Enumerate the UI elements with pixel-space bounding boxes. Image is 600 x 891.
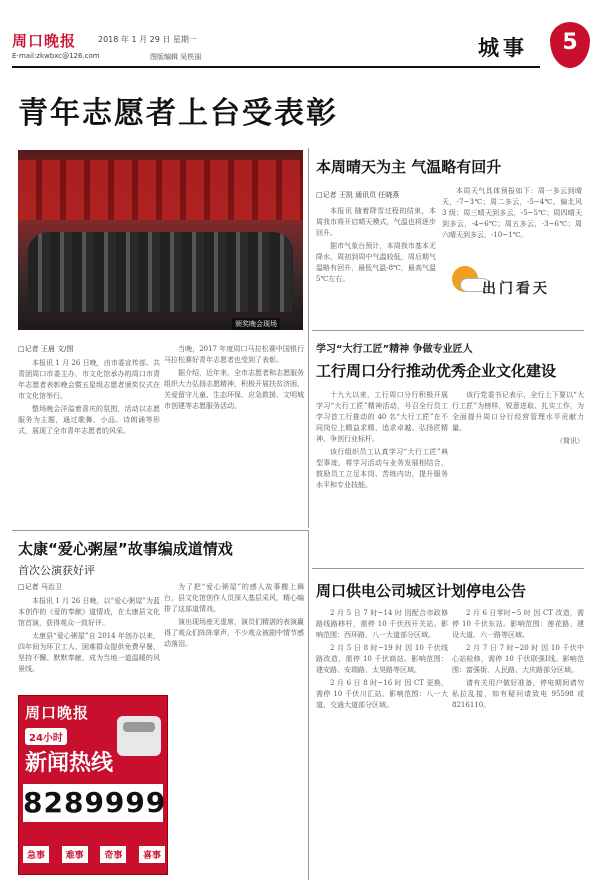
drama-subhead: 首次公演获好评: [18, 564, 95, 577]
culture-para: 该行党委书记表示，全行上下要以“大行工匠”为榜样，锐意进取、扎实工作，为全面提升周口分行经营管理水平贡献力量。: [452, 391, 584, 432]
ad-hotline-number: 8289999: [23, 784, 163, 822]
weather-graphic: [442, 260, 582, 308]
drama-body-col1: [18, 596, 160, 677]
section-rule: [12, 530, 308, 531]
culture-body-col2: [452, 390, 584, 449]
power-notice: 请有关用户做好准备，停电期间请勿私拉乱接，如有疑问请致电 95598 或 8216110。: [452, 679, 584, 709]
power-item: 2 月 5 日 7 时~14 时 因配合市政修路线路移杆，需停 10 千伏西开关站。影响范围：西环路、八一大道部分区域。: [316, 609, 448, 639]
drama-para: 太康县“爱心粥屋”自 2014 年创办以来，四年间为环卫工人、困难群众提供免费早餐，坚持不懈、默默奉献，成为当地一道温暖的风景线。: [18, 632, 160, 673]
weather-body-col1: [316, 206, 436, 287]
drama-para: 演出现场座无虚席，演员们精湛的表演赢得了观众们阵阵掌声，不少观众被剧中情节感动落泪。: [164, 618, 304, 648]
masthead-email[interactable]: E-mail:zkwbxc@126.com: [12, 52, 100, 60]
section-title: 城事: [478, 35, 528, 60]
drama-headline: 太康“爱心粥屋”故事编成道情戏: [18, 540, 233, 558]
photo-caption: 颁奖晚会现场: [232, 318, 280, 330]
drama-byline: □记者 马治卫: [18, 583, 62, 591]
ad-logo: 周口晚报: [25, 704, 90, 722]
lead-byline: □记者 王晨 文/图: [18, 345, 74, 353]
drama-para: 本报讯 1 月 26 日晚，以“爱心粥屋”为蓝本创作的《爱的奉献》道情戏，在太康县文化馆首演，获得观众一致好评。: [18, 597, 160, 627]
weather-para: 本周天气具体预报如下：周一多云到晴天，-7~3℃；周二多云，-5~4℃，偏北风 3 级；周三晴天到多云，-5~5℃；周四晴天到多云，-4~6℃；周五多云，-3~6℃；周六晴天到多云，-10~1℃。: [442, 187, 582, 239]
lead-para: 据介绍，近年来，全市志愿者和志愿服务组织大力弘扬志愿精神，积极开展扶贫济困、关爱留守儿童、生态环保、应急救援、文明城市创建等志愿服务活动。: [164, 369, 304, 410]
lead-photo: [18, 150, 303, 330]
masthead-rule: [12, 66, 540, 68]
ad-tag: 奇事: [100, 846, 126, 863]
power-item: 2 月 6 日零时~5 时 因 CT 改造，需停 10 千伏东站。影响范围：莲花路、建设大道、六一路等区域。: [452, 609, 584, 639]
telephone-icon: [117, 716, 161, 756]
power-item: 2 月 6 日 8 时~16 时 因 CT 更换，需停 10 千伏川汇站。影响范围：八一大道、交通大道部分区域。: [316, 679, 448, 709]
photo-backdrop: [18, 160, 303, 220]
lead-body-col2: [164, 344, 304, 414]
section-rule: [312, 568, 584, 569]
masthead-logo: 周口晚报: [12, 32, 77, 50]
culture-body-col1: [316, 390, 448, 493]
lead-para: 当晚，2017 年度周口马拉松赛中国银行马拉松赛好青年志愿者也受到了表彰。: [164, 345, 304, 364]
ad-hotline-label: 新闻热线: [25, 751, 114, 776]
culture-headline: 工行周口分行推动优秀企业文化建设: [316, 362, 557, 380]
section-rule: [312, 330, 584, 331]
power-headline: 周口供电公司城区计划停电公告: [316, 582, 527, 600]
ad-tag: 急事: [23, 846, 49, 863]
weather-headline: 本周晴天为主 气温略有回升: [316, 158, 502, 176]
culture-source: （简讯）: [556, 437, 584, 445]
culture-subhead: 学习“大行工匠”精神 争做专业匠人: [316, 344, 473, 355]
power-body-col1: [316, 608, 448, 713]
ad-tags: [23, 846, 165, 863]
weather-caption: 出门看天: [482, 281, 550, 297]
lead-para: 本报讯 1 月 26 日晚，由市委宣传部、共青团周口市委主办，市文化馆承办的周口市青年志愿者表彰晚会暨五星级志愿者颁奖仪式在市文化馆举行。: [18, 359, 160, 400]
culture-para: 十九大以来，工行周口分行积极开展学习“大行工匠”精神活动，号召全行员工学习首工行推动的 40 名“大行工匠”在不同岗位上精益求精、追求卓越、弘扬匠精神，争创行业标杆。: [316, 391, 448, 443]
drama-body-col2: [164, 582, 304, 652]
column-divider: [308, 148, 309, 528]
weather-byline: □记者 王凯 通讯员 任晓燕: [316, 191, 400, 199]
ad-24h-badge: 24小时: [25, 728, 67, 745]
column-divider: [308, 530, 309, 880]
lead-para: 整场晚会洋溢着喜庆的氛围，活动以志愿服务为主题，通过歌舞、小品、诗朗诵等形式，展现了全市青年志愿者的风采。: [18, 405, 160, 435]
power-item: 2 月 5 日 8 时~19 时 因 10 千伏线路改造，需停 10 千伏商站。影响范围：建安路、安瑞路、太昊路等区域。: [316, 644, 448, 674]
weather-para: 本报讯 随着降雪过程的结束，本周我市将开启晴天模式，气温也将逐步回升。: [316, 207, 436, 237]
photo-people: [28, 232, 293, 312]
weather-para: 据市气象台预计，本周我市基本无降水，周初到周中气温较低，周后期气温略有回升，最低气温-8℃，最高气温 5℃左右。: [316, 242, 436, 283]
masthead-editors: 图版编辑 吴铁丽: [150, 53, 202, 61]
weather-body-col2: [442, 186, 582, 243]
lead-body-col1: [18, 358, 160, 439]
page-number-badge: 5: [550, 22, 590, 68]
culture-para: 该行组织员工认真学习“大行工匠”典型事迹，将学习活动与业务发展相结合，鼓励员工立足本岗、苦练内功，提升服务水平和专业技能。: [316, 448, 448, 489]
power-body-col2: [452, 608, 584, 713]
lead-headline: 青年志愿者上台受表彰: [18, 96, 338, 131]
ad-tag: 喜事: [139, 846, 165, 863]
ad-tag: 难事: [62, 846, 88, 863]
news-hotline-ad: [18, 695, 168, 875]
masthead-date: 2018 年 1 月 29 日 星期一: [98, 35, 197, 44]
power-item: 2 月 7 日 7 时~20 时 因 10 千伏中心站检修，需停 10 千伏联强Ⅰ线。影响范围：富强街、人民路、大庆路部分区域。: [452, 644, 584, 674]
drama-para: 为了把“爱心粥屋”的感人故事搬上舞台，县文化馆创作人员深入基层采风，精心编排了这部道情戏。: [164, 583, 304, 613]
